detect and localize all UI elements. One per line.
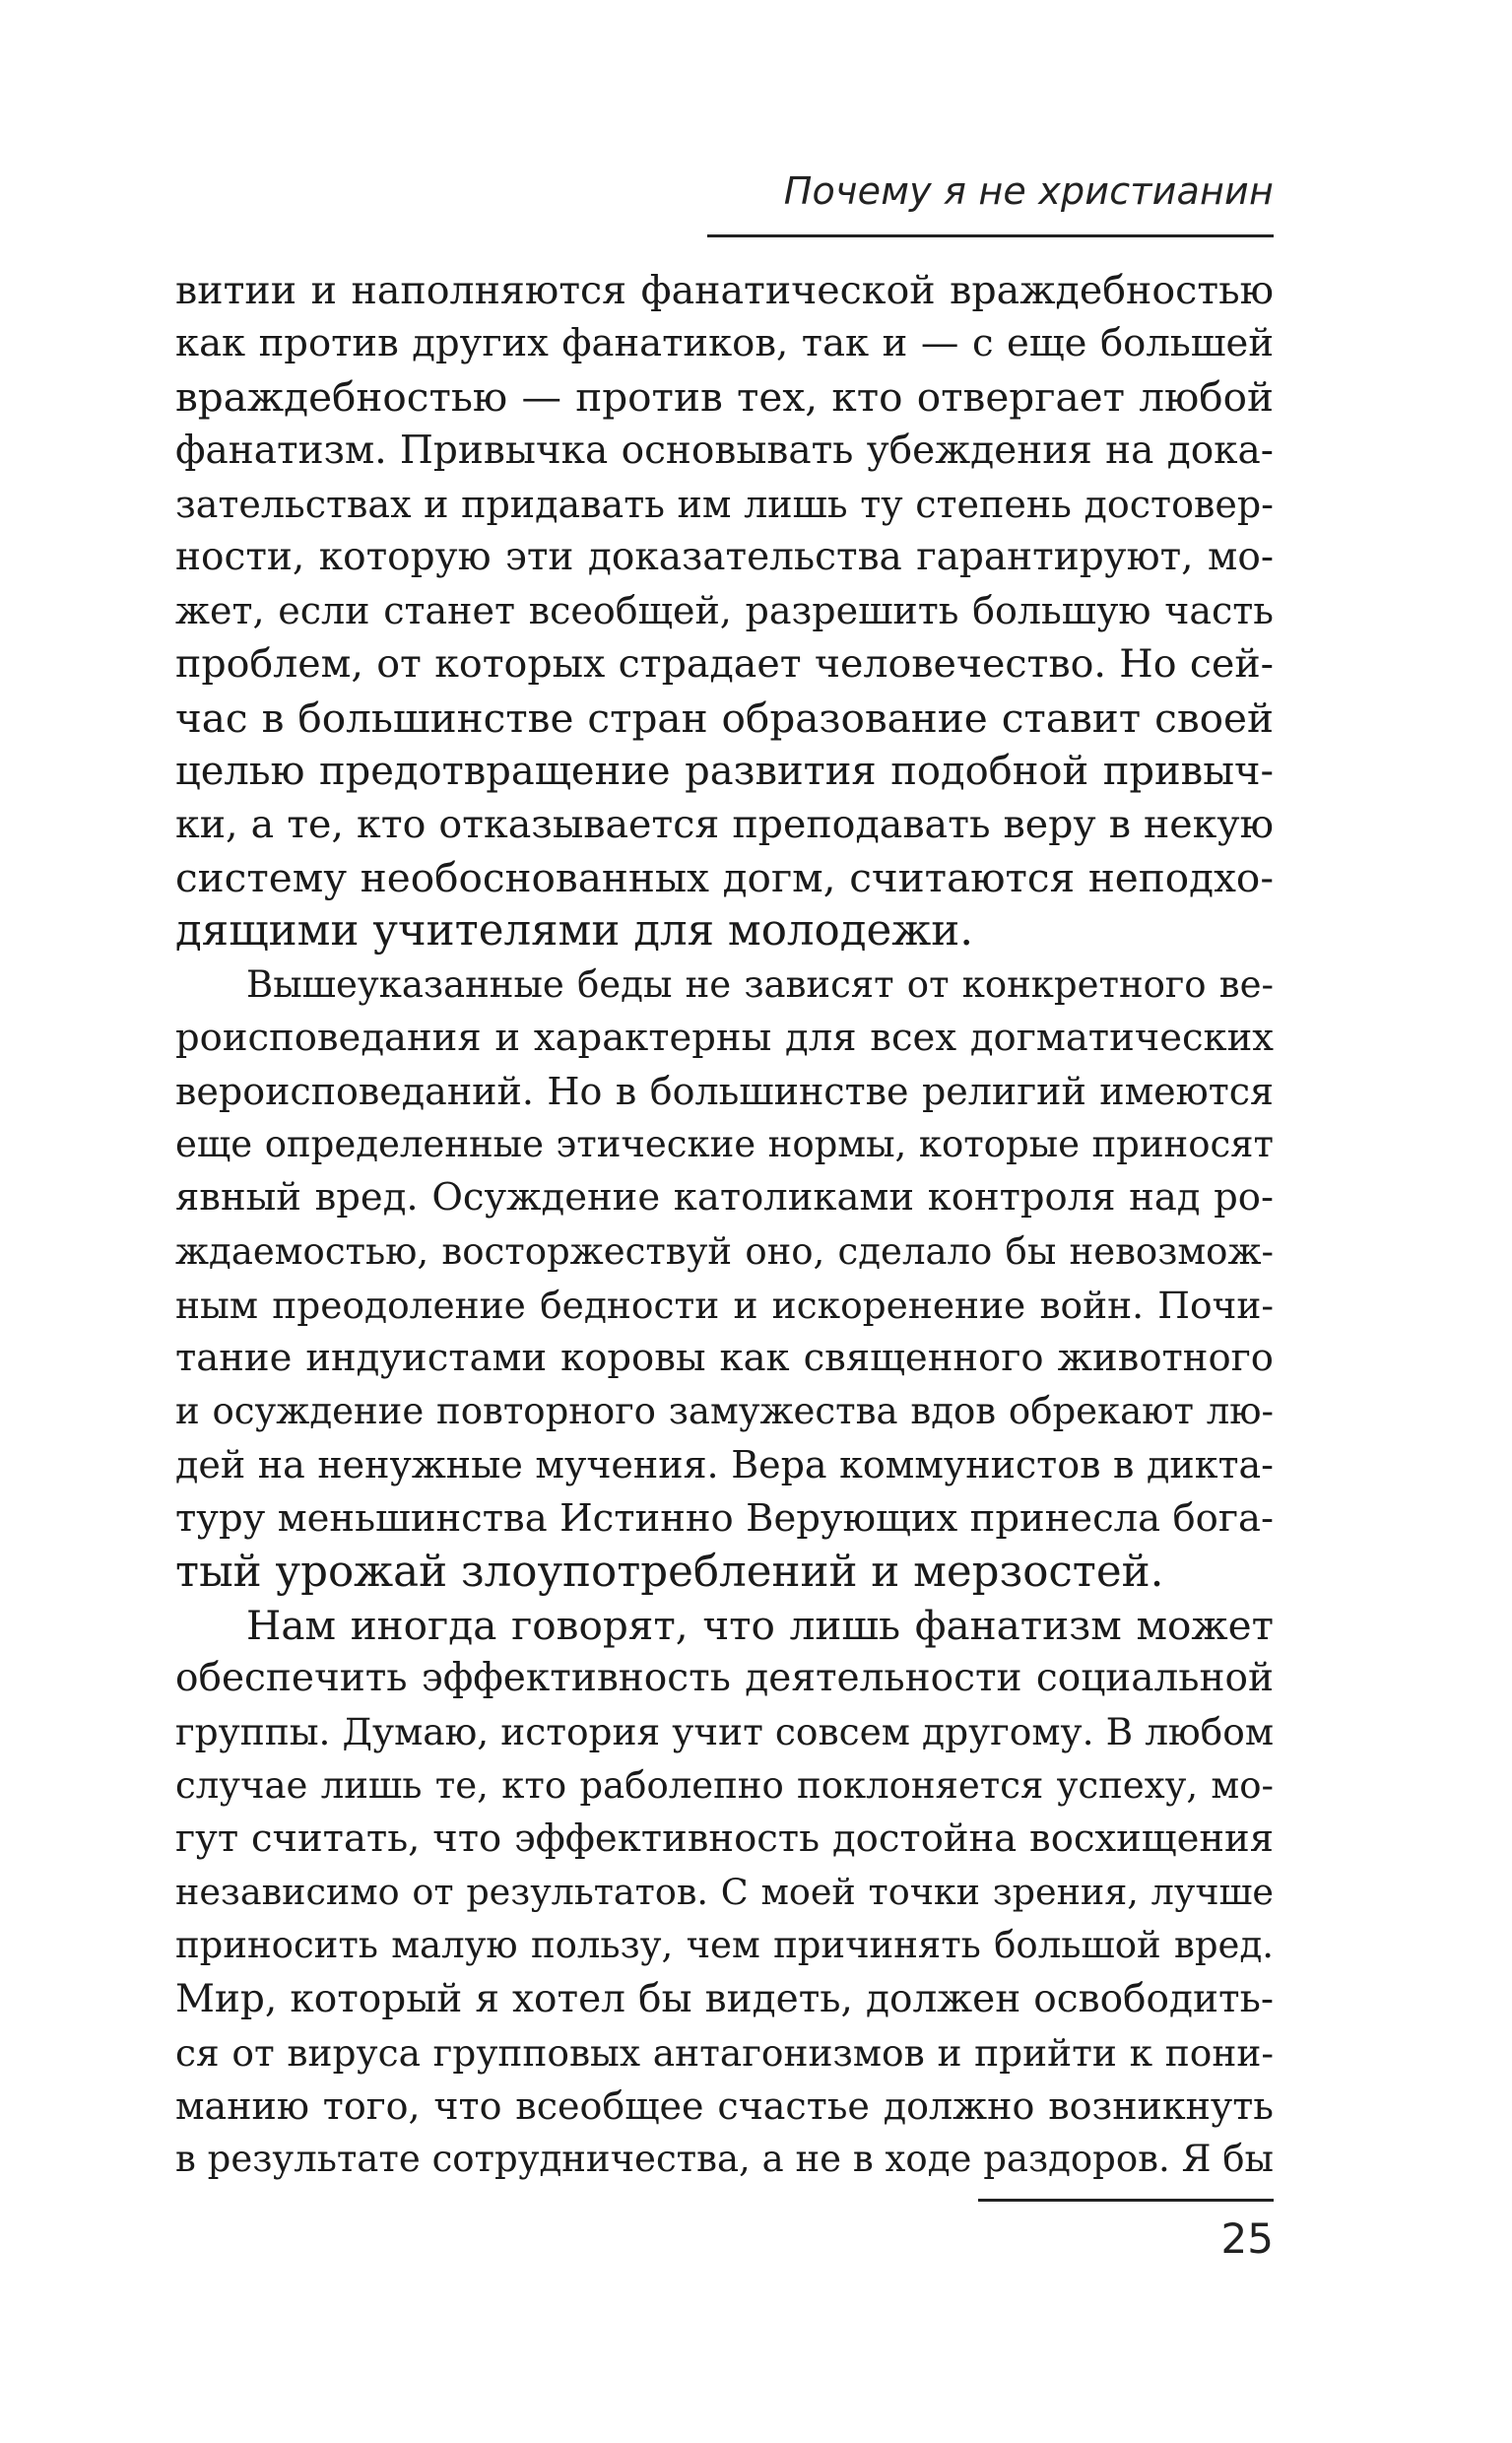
- text-line: как против других фанатиков, так и — с еще большей: [175, 321, 1274, 366]
- text-line: и осуждение повторного замужества вдов обрекают лю-: [175, 1390, 1274, 1433]
- text-line: тый урожай злоупотреблений и мерзостей.: [175, 1547, 1164, 1597]
- text-line: туру меньшинства Истинно Верующих принесла бога-: [175, 1495, 1274, 1541]
- text-line: зательствах и придавать им лишь ту степень достовер-: [175, 482, 1274, 526]
- text-line: фанатизм. Привычка основывать убеждения на дока-: [175, 428, 1274, 473]
- text-line: дящими учителями для молодежи.: [175, 906, 974, 957]
- paragraph: [175, 1599, 1274, 2186]
- text-line: независимо от результатов. С моей точки зрения, лучше: [175, 1871, 1274, 1914]
- text-line: явный вред. Осуждение католиками контроля над ро-: [175, 1175, 1274, 1221]
- running-head: Почему я не христианин: [783, 169, 1274, 213]
- text-line: Вышеуказанные беды не зависят от конкретного ве-: [246, 962, 1274, 1006]
- text-line: ждаемостью, восторжествуй оно, сделало бы невозмож-: [175, 1229, 1274, 1273]
- text-line: час в большинстве стран образование ставит своей: [175, 693, 1274, 742]
- text-line: Нам иногда говорят, что лишь фанатизм может: [246, 1602, 1274, 1650]
- text-line: еще определенные этические нормы, которые приносят: [175, 1123, 1274, 1166]
- text-line: ся от вируса групповых антагонизмов и прийти к пони-: [175, 2030, 1274, 2075]
- body-text: [175, 264, 1274, 2186]
- text-line: дей на ненужные мучения. Вера коммунистов в дикта-: [175, 1443, 1274, 1487]
- text-line: манию того, что всеобщее счастье должно возникнуть: [175, 2083, 1274, 2128]
- text-line: роисповедания и характерны для всех догматических: [175, 1015, 1274, 1060]
- text-line: группы. Думаю, история учит совсем другому. В любом: [175, 1710, 1274, 1754]
- text-line: жет, если станет всеобщей, разрешить большую часть: [175, 589, 1274, 633]
- text-line: ным преодоление бедности и искоренение войн. Почи-: [175, 1283, 1274, 1327]
- text-line: ности, которую эти доказательства гарантируют, мо-: [175, 535, 1274, 580]
- text-line: систему необоснованных догм, считаются неподхо-: [175, 854, 1274, 902]
- paragraph: [175, 958, 1274, 1599]
- text-line: ки, а те, кто отказывается преподавать веру в некую: [175, 802, 1274, 848]
- text-line: витии и наполняются фанатической враждебностью: [175, 268, 1274, 313]
- text-line: враждебностью — против тех, кто отвергает любой: [175, 373, 1274, 422]
- text-line: проблем, от которых страдает человечество. Но сей-: [175, 641, 1274, 688]
- text-line: тание индуистами коровы как священного животного: [175, 1336, 1274, 1381]
- text-line: целью предотвращение развития подобной привыч-: [175, 748, 1274, 794]
- text-line: случае лишь те, кто раболепно поклоняется успеху, мо-: [175, 1763, 1274, 1807]
- text-line: обеспечить эффективность деятельности социальной: [175, 1656, 1274, 1701]
- text-line: вероисповеданий. Но в большинстве религий имеются: [175, 1070, 1274, 1114]
- text-line: приносить малую пользу, чем причинять большой вред.: [175, 1924, 1274, 1967]
- footer-rule: [978, 2199, 1274, 2202]
- header-rule: [707, 234, 1274, 237]
- text-line: гут считать, что эффективность достойна восхищения: [175, 1816, 1274, 1861]
- text-line: в результате сотрудничества, а не в ходе раздоров. Я бы: [175, 2138, 1274, 2181]
- page-number: 25: [1220, 2214, 1274, 2263]
- text-line: Мир, который я хотел бы видеть, должен освободить-: [175, 1976, 1274, 2021]
- paragraph: [175, 264, 1274, 958]
